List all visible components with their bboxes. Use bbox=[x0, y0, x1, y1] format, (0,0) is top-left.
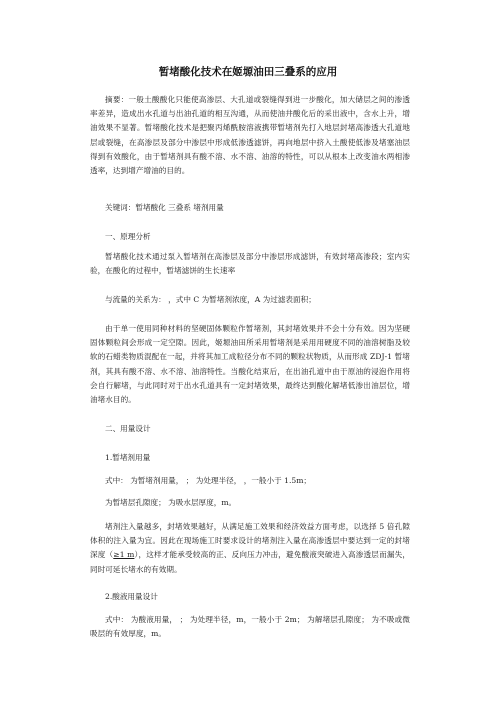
principle-paragraph: 暂堵酸化技术通过泵入暂堵剂在高渗层及部分中渗层形成滤饼，有效封堵高渗段；室内实验，在酸化的过程中，暂堵滤饼的生长速率 bbox=[90, 252, 410, 276]
abstract-paragraph: 摘要：一般土酸酸化只能使高渗层、大孔道或裂缝得到进一步酸化，加大储层之间的渗透率差异，造成出水孔道与出油孔道的相互沟通，从而使油井酸化后的采出液中，含水上升，增油效果不显著。暂堵酸化技术是把聚丙烯酰胺溶液携带暂堵剂先打入地层封堵高渗透大孔道地层或裂缝，在高渗层及部分中渗层中形成低渗透滤饼，再向地层中挤入土酸使低渗及堵塞油层得到有效酸化，由于暂堵剂具有酸不溶、水不溶、油溶的特性，可以从根本上改变油水两相渗透率，达到增产增油的目的。 bbox=[90, 95, 410, 176]
injection-paragraph bbox=[90, 520, 410, 577]
keywords-line: 关键词：暂堵酸化 三叠系 堵剂用量 bbox=[105, 203, 224, 212]
formula-line-2: 式中： 为暂堵剂用量， ； 为处理半径， ，一般小于 1.5m； bbox=[105, 476, 311, 485]
formula-1-rest: 的关系为： ，式中 C 为暂堵剂浓度，A 为过滤表面积； bbox=[127, 295, 316, 304]
section-heading-dosage: 二、用量设计 bbox=[105, 424, 151, 433]
injection-text-b: ），这样才能承受较高的正、反向压力冲击，避免酸液突破进入高渗透层而漏失，同时可延长堵水的有效期。 bbox=[90, 550, 410, 574]
formula-line-3: 为暂堵层孔隙度； 为吸水层厚度，m。 bbox=[105, 498, 237, 507]
depth-requirement: ≥1 m bbox=[113, 550, 135, 560]
subheading-acid-dosage: 2.酸液用量设计 bbox=[105, 592, 158, 601]
injection-text-a: 堵剂注入量越多，封堵效果越好，从满足施工效果和经济效益方面考虑，以选择 5 倍孔隙体积的注入量为宜。因此在现场施工时要求设计的堵剂注入量在高渗透层中要达到一定的封堵深度（ bbox=[90, 522, 410, 560]
formula-line-4: 式中： 为酸液用量， ； 为处理半径，m，一般小于 2m； 为解堵层孔隙度； 为不吸或微吸层的有效厚度，m。 bbox=[90, 615, 410, 639]
section-heading-principle: 一、原理分析 bbox=[105, 232, 151, 241]
formula-1-prefix: 与流量 bbox=[105, 295, 128, 304]
plugging-agent-paragraph: 由于单一使用同种材料的坚硬固体颗粒作暂堵剂，其封堵效果并不会十分有效。因为坚硬固体颗粒间会形成一定空隙。因此，姬塬油田所采用暂堵剂是采用用硬度不同的油溶树脂及较软的石蜡类物质混配在一起，并将其加工成粒径分布不同的颗粒状物质，从而形成 ZDJ-1 暂堵剂，其具有酸不溶、水不溶、油溶特性。当酸化结束后，在出油孔道中由于原油的浸泡作用将会自行解堵，与此同时对于出水孔道具有一定封堵效果，最终达到酸化解堵低渗出油层位，增油堵水目的。 bbox=[90, 324, 410, 405]
formula-line-1 bbox=[105, 293, 410, 307]
subheading-agent-dosage: 1.暂堵剂用量 bbox=[105, 453, 151, 462]
document-title: 暂堵酸化技术在姬塬油田三叠系的应用 bbox=[158, 66, 338, 78]
